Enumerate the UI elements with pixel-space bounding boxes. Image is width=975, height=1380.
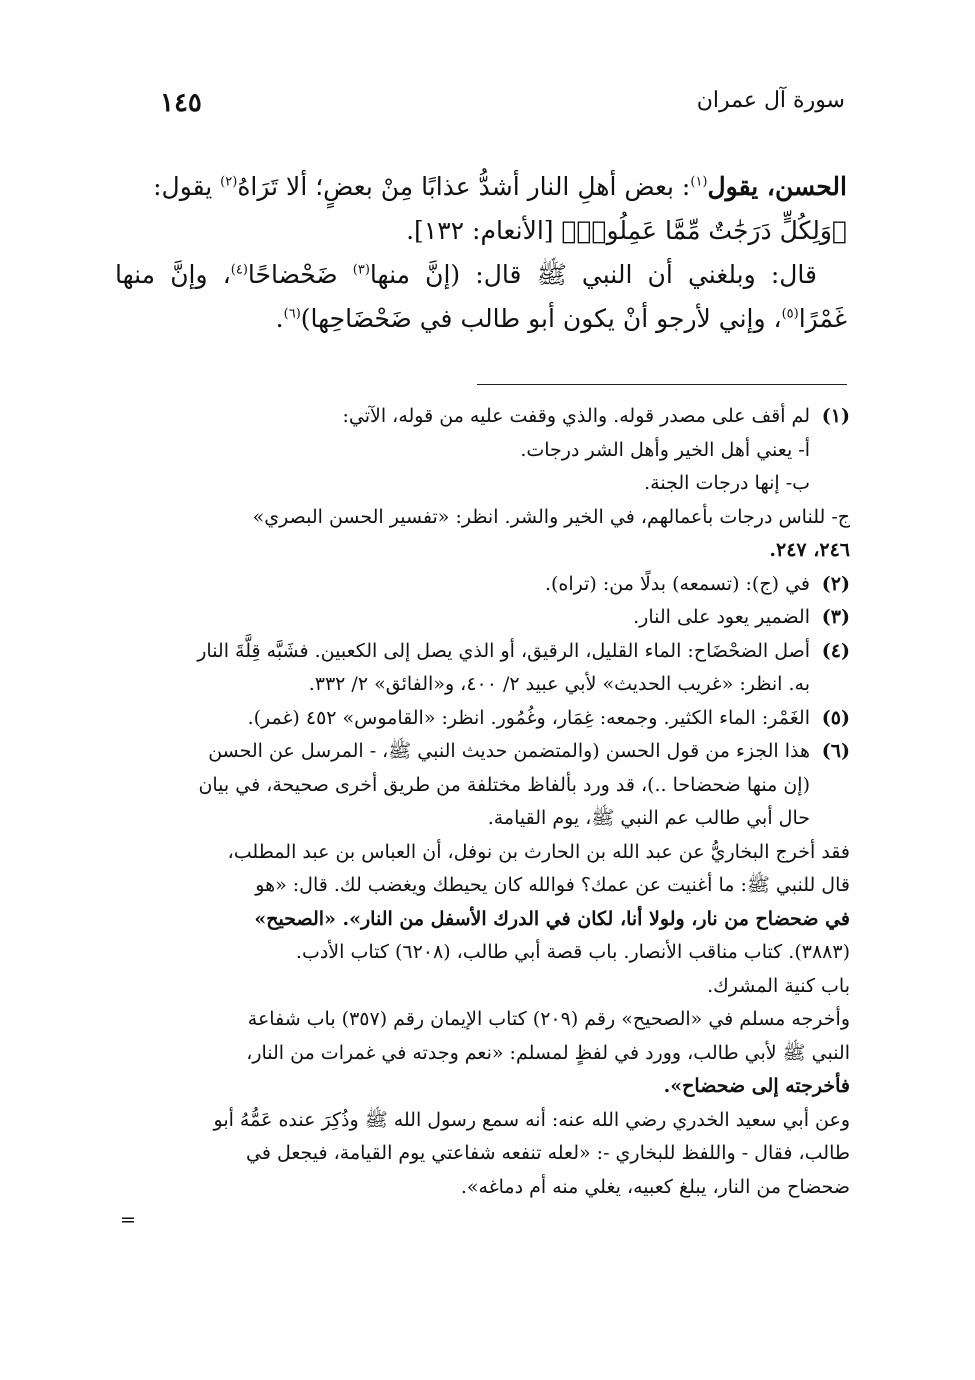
quran-verse: [115, 209, 847, 253]
bold-name: الحسن، يقول: [707, 172, 847, 201]
quran-text: ﴿وَلِكُلٍّ دَرَجَٰتٌ مِّمَّا عَمِلُوا۟﴾: [561, 216, 847, 245]
footnote-line: أصل الضحْضَاح: الماء القليل، الرقيق، أو الذي يصل إلى الكعبين. فشَبَّه قِلَّةَ النار: [197, 639, 810, 662]
main-text: [115, 165, 847, 341]
text-span: .: [275, 304, 284, 333]
page-number: ١٤٥: [160, 88, 202, 118]
footnote-line: في ضحضاح من نار، ولولا أنا، لكان في الدرك الأسفل من النار». «الصحيح»: [254, 907, 850, 930]
main-paragraph-1: [115, 165, 847, 209]
footnote-number: (١): [821, 405, 850, 427]
surah-title: سورة آل عمران: [696, 88, 845, 113]
footnote-line: ٢٤٦، ٢٤٧.: [769, 539, 850, 561]
footnote-ref-2: (٢): [220, 174, 238, 190]
text-span: : بعض أهلِ النار أشدُّ عذابًا مِنْ بعضٍ؛ ألا تَرَاهُ: [237, 172, 691, 201]
footnote-line: قال للنبي ﷺ: ما أغنيت عن عمك؟ فوالله كان يحيطك ويغضب لك. قال: «هو: [255, 874, 850, 896]
footnote-number: (٣): [821, 606, 850, 628]
quran-reference: [الأنعام: ١٣٢].: [406, 216, 562, 245]
footnote-line: فأخرجته إلى ضحضاح».: [663, 1075, 850, 1097]
footnote-4: [120, 635, 850, 702]
footnote-line: ضحضاح من النار، يبلغ كعبيه، يغلي منه أم دماغه».: [460, 1175, 850, 1198]
footnote-line: الغَمْر: الماء الكثير. وجمعه: غِمَار، وغُمُور. انظر: «القاموس» ٤٥٢ (غمر).: [247, 706, 810, 729]
footnote-3: [120, 601, 850, 635]
footnotes: [120, 400, 850, 1238]
footnote-number: (٢): [821, 572, 850, 595]
footnote-line: (٣٨٨٣). كتاب مناقب الأنصار. باب قصة أبي طالب، (٦٢٠٨) كتاب الأدب.: [295, 941, 850, 963]
footnote-ref-6: (٦): [283, 306, 301, 322]
footnote-line: النبي ﷺ لأبي طالب، وورد في لفظٍ لمسلم: «نعم وجدته في غمرات من النار،: [246, 1041, 850, 1064]
footnote-line: الضمير يعود على النار.: [633, 606, 810, 628]
text-span: يقول:: [153, 172, 221, 201]
footnote-line: ج- للناس درجات بأعمالهم، في الخير والشر. انظر: «تفسير الحسن البصري»: [252, 505, 850, 528]
footnote-ref-4: (٤): [230, 262, 248, 278]
text-span: ، وإنَّ منها غَمْرًا: [115, 260, 847, 333]
footnote-6-continued: [120, 836, 850, 1238]
footnote-separator: [477, 384, 847, 385]
footnote-number: (٤): [821, 639, 850, 662]
footnote-ref-5: (٥): [781, 306, 799, 322]
text-span: ضَحْضاحًا: [247, 260, 353, 289]
page-header: [160, 88, 845, 128]
footnote-5: [120, 702, 850, 736]
footnote-1: [120, 400, 850, 501]
footnote-line: وأخرجه مسلم في «الصحيح» رقم (٢٠٩) كتاب الإيمان رقم (٣٥٧) باب شفاعة: [247, 1008, 850, 1030]
footnote-line: حال أبي طالب عم النبي ﷺ، يوم القيامة.: [487, 807, 810, 829]
text-span: ، وإني لأرجو أنْ يكون أبو طالب في ضَحْضَاحِها): [300, 304, 782, 333]
main-paragraph-2: [115, 253, 847, 341]
continuation-mark: =: [120, 1209, 136, 1231]
footnote-line: باب كنية المشرك.: [707, 974, 850, 997]
footnote-line: لم أقف على مصدر قوله. والذي وقفت عليه من قوله، الآتي:: [342, 405, 810, 427]
footnote-ref-1: (١): [690, 174, 708, 190]
text-span: قال: وبلغني أن النبي ﷺ قال: (إنَّ منها: [369, 260, 817, 289]
footnote-number: (٦): [821, 740, 850, 762]
footnote-line: طالب، فقال - واللفظ للبخاري -: «لعله تنفعه شفاعتي يوم القيامة، فيجعل في: [246, 1142, 850, 1164]
footnote-line: في (ج): (تسمعه) بدلًا من: (تراه).: [544, 572, 810, 595]
footnote-line: فقد أخرج البخاريُّ عن عبد الله بن الحارث بن نوفل، أن العباس بن عبد المطلب،: [227, 840, 850, 863]
footnote-number: (٥): [821, 706, 850, 729]
footnote-ref-3: (٣): [352, 262, 370, 278]
footnote-2: [120, 568, 850, 602]
footnote-line: ب- إنها درجات الجنة.: [644, 472, 810, 494]
footnote-line: وعن أبي سعيد الخدري رضي الله عنه: أنه سمع رسول الله ﷺ وذُكِرَ عنده عَمُّهُ أبو: [213, 1108, 850, 1131]
footnote-line: به. انظر: «غريب الحديث» لأبي عبيد ٢/ ٤٠٠، و«الفائق» ٢/ ٣٣٢.: [308, 673, 810, 695]
footnote-line: هذا الجزء من قول الحسن (والمتضمن حديث النبي ﷺ، - المرسل عن الحسن: [208, 740, 810, 762]
footnote-line: أ- يعني أهل الخير وأهل الشر درجات.: [520, 438, 810, 461]
footnote-line: (إن منها ضحضاحا ..)، قد ورد بألفاظ مختلفة من طريق أخرى صحيحة، في بيان: [198, 773, 810, 796]
footnote-6: [120, 735, 850, 836]
